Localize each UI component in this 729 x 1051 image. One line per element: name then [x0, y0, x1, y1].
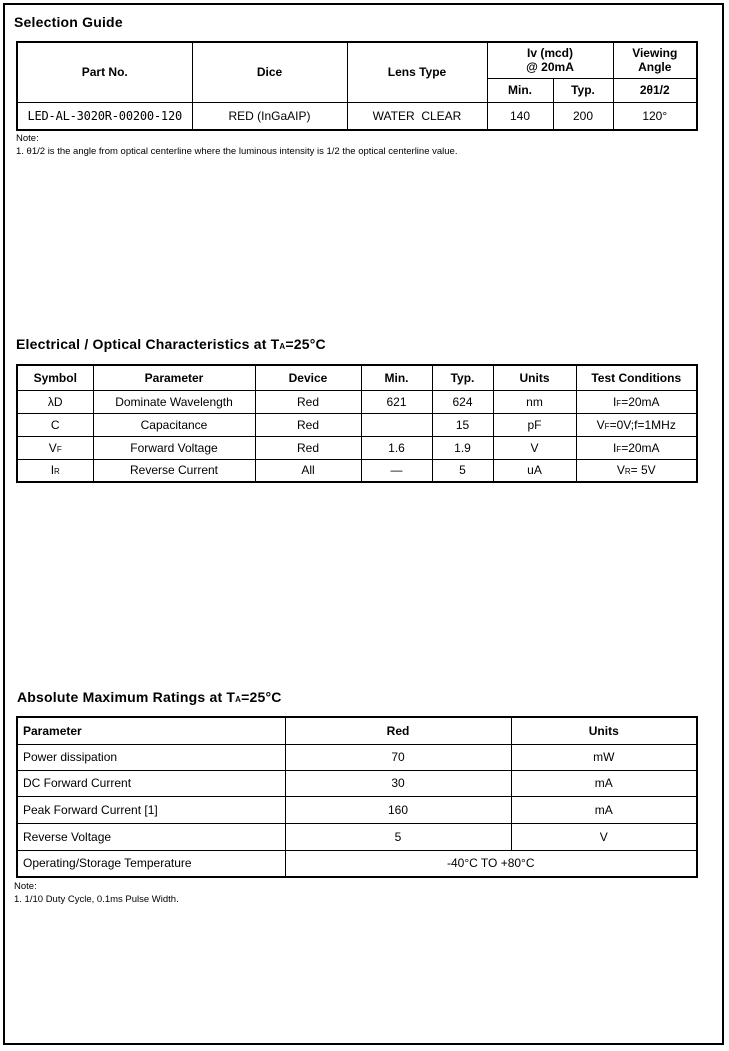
header-viewing-angle [613, 42, 697, 78]
abs-temperature-range: -40°C TO +80°C [285, 850, 697, 877]
abs-units: mW [511, 744, 697, 770]
absolute-table [16, 716, 698, 878]
elec-min: 1.6 [361, 436, 432, 459]
elec-parameter: Dominate Wavelength [93, 390, 255, 413]
abs-parameter: Operating/Storage Temperature [17, 850, 285, 877]
abs-red: 70 [285, 744, 511, 770]
abs-header-red: Red [285, 717, 511, 744]
cell-part-no: LED-AL-3020R-00200-120 [17, 102, 192, 130]
elec-header-parameter: Parameter [93, 365, 255, 390]
selection-guide-title: Selection Guide [14, 14, 123, 30]
absolute-title [17, 689, 282, 705]
header-iv [487, 42, 613, 78]
abs-red: 30 [285, 770, 511, 796]
elec-device: Red [255, 436, 361, 459]
selection-note-label: Note: [16, 133, 39, 144]
header-angle: 2θ1/2 [613, 78, 697, 102]
electrical-table [16, 364, 698, 483]
abs-red: 160 [285, 796, 511, 823]
elec-test-condition: VR= 5V [576, 459, 697, 482]
cell-dice: RED (InGaAIP) [192, 102, 347, 130]
elec-symbol: C [17, 413, 93, 436]
cell-lens-type: WATER CLEAR [347, 102, 487, 130]
absolute-title-suffix: =25°C [241, 689, 282, 705]
abs-parameter: Power dissipation [17, 744, 285, 770]
abs-header-units: Units [511, 717, 697, 744]
header-dice: Dice [192, 42, 347, 102]
elec-units: uA [493, 459, 576, 482]
table-row [17, 796, 697, 823]
elec-device: Red [255, 390, 361, 413]
cell-typ: 200 [553, 102, 613, 130]
table-row [17, 744, 697, 770]
header-viewing-line1: Viewing [632, 46, 678, 61]
abs-units: mA [511, 770, 697, 796]
elec-symbol: VF [17, 436, 93, 459]
elec-min: 621 [361, 390, 432, 413]
elec-header-symbol: Symbol [17, 365, 93, 390]
elec-min [361, 413, 432, 436]
selection-guide-table [16, 41, 698, 131]
header-viewing-line2: Angle [638, 60, 672, 75]
elec-typ: 15 [432, 413, 493, 436]
electrical-title-prefix: Electrical / Optical Characteristics at T [16, 336, 280, 352]
elec-typ: 624 [432, 390, 493, 413]
selection-note [16, 132, 457, 158]
selection-note-1: 1. θ1/2 is the angle from optical centerline where the luminous intensity is 1/2 the optical centerline value. [16, 146, 458, 157]
header-min: Min. [487, 78, 553, 102]
elec-parameter: Capacitance [93, 413, 255, 436]
table-row [17, 436, 697, 459]
abs-units: V [511, 823, 697, 850]
cell-angle: 120° [613, 102, 697, 130]
header-lens-type: Lens Type [347, 42, 487, 102]
electrical-title [16, 336, 326, 352]
elec-parameter: Reverse Current [93, 459, 255, 482]
elec-parameter: Forward Voltage [93, 436, 255, 459]
elec-min: — [361, 459, 432, 482]
header-iv-line1: Iv (mcd) [526, 46, 573, 61]
elec-test-condition: IF=20mA [576, 390, 697, 413]
absolute-note-1: 1. 1/10 Duty Cycle, 0.1ms Pulse Width. [14, 894, 179, 905]
abs-parameter: Reverse Voltage [17, 823, 285, 850]
elec-header-test-conditions: Test Conditions [576, 365, 697, 390]
header-typ: Typ. [553, 78, 613, 102]
abs-header-parameter: Parameter [17, 717, 285, 744]
elec-header-typ: Typ. [432, 365, 493, 390]
absolute-note-label: Note: [14, 881, 37, 892]
elec-device: All [255, 459, 361, 482]
elec-header-device: Device [255, 365, 361, 390]
abs-red: 5 [285, 823, 511, 850]
absolute-title-prefix: Absolute Maximum Ratings at T [17, 689, 236, 705]
absolute-title-sub: A [235, 695, 242, 704]
elec-device: Red [255, 413, 361, 436]
elec-header-units: Units [493, 365, 576, 390]
abs-units: mA [511, 796, 697, 823]
cell-min: 140 [487, 102, 553, 130]
elec-symbol: λD [17, 390, 93, 413]
table-row [17, 850, 697, 877]
elec-test-condition: IF=20mA [576, 436, 697, 459]
electrical-title-suffix: =25°C [285, 336, 326, 352]
elec-test-condition: VF=0V;f=1MHz [576, 413, 697, 436]
table-row [17, 459, 697, 482]
elec-units: V [493, 436, 576, 459]
header-part-no: Part No. [17, 42, 192, 102]
electrical-title-sub: A [279, 342, 286, 351]
table-row [17, 413, 697, 436]
abs-parameter: Peak Forward Current [1] [17, 796, 285, 823]
elec-units: pF [493, 413, 576, 436]
table-row [17, 390, 697, 413]
elec-typ: 5 [432, 459, 493, 482]
elec-typ: 1.9 [432, 436, 493, 459]
header-iv-line2: @ 20mA [526, 60, 574, 75]
absolute-note [14, 880, 179, 906]
elec-symbol: IR [17, 459, 93, 482]
table-row [17, 770, 697, 796]
abs-parameter: DC Forward Current [17, 770, 285, 796]
elec-units: nm [493, 390, 576, 413]
elec-header-min: Min. [361, 365, 432, 390]
table-row [17, 823, 697, 850]
